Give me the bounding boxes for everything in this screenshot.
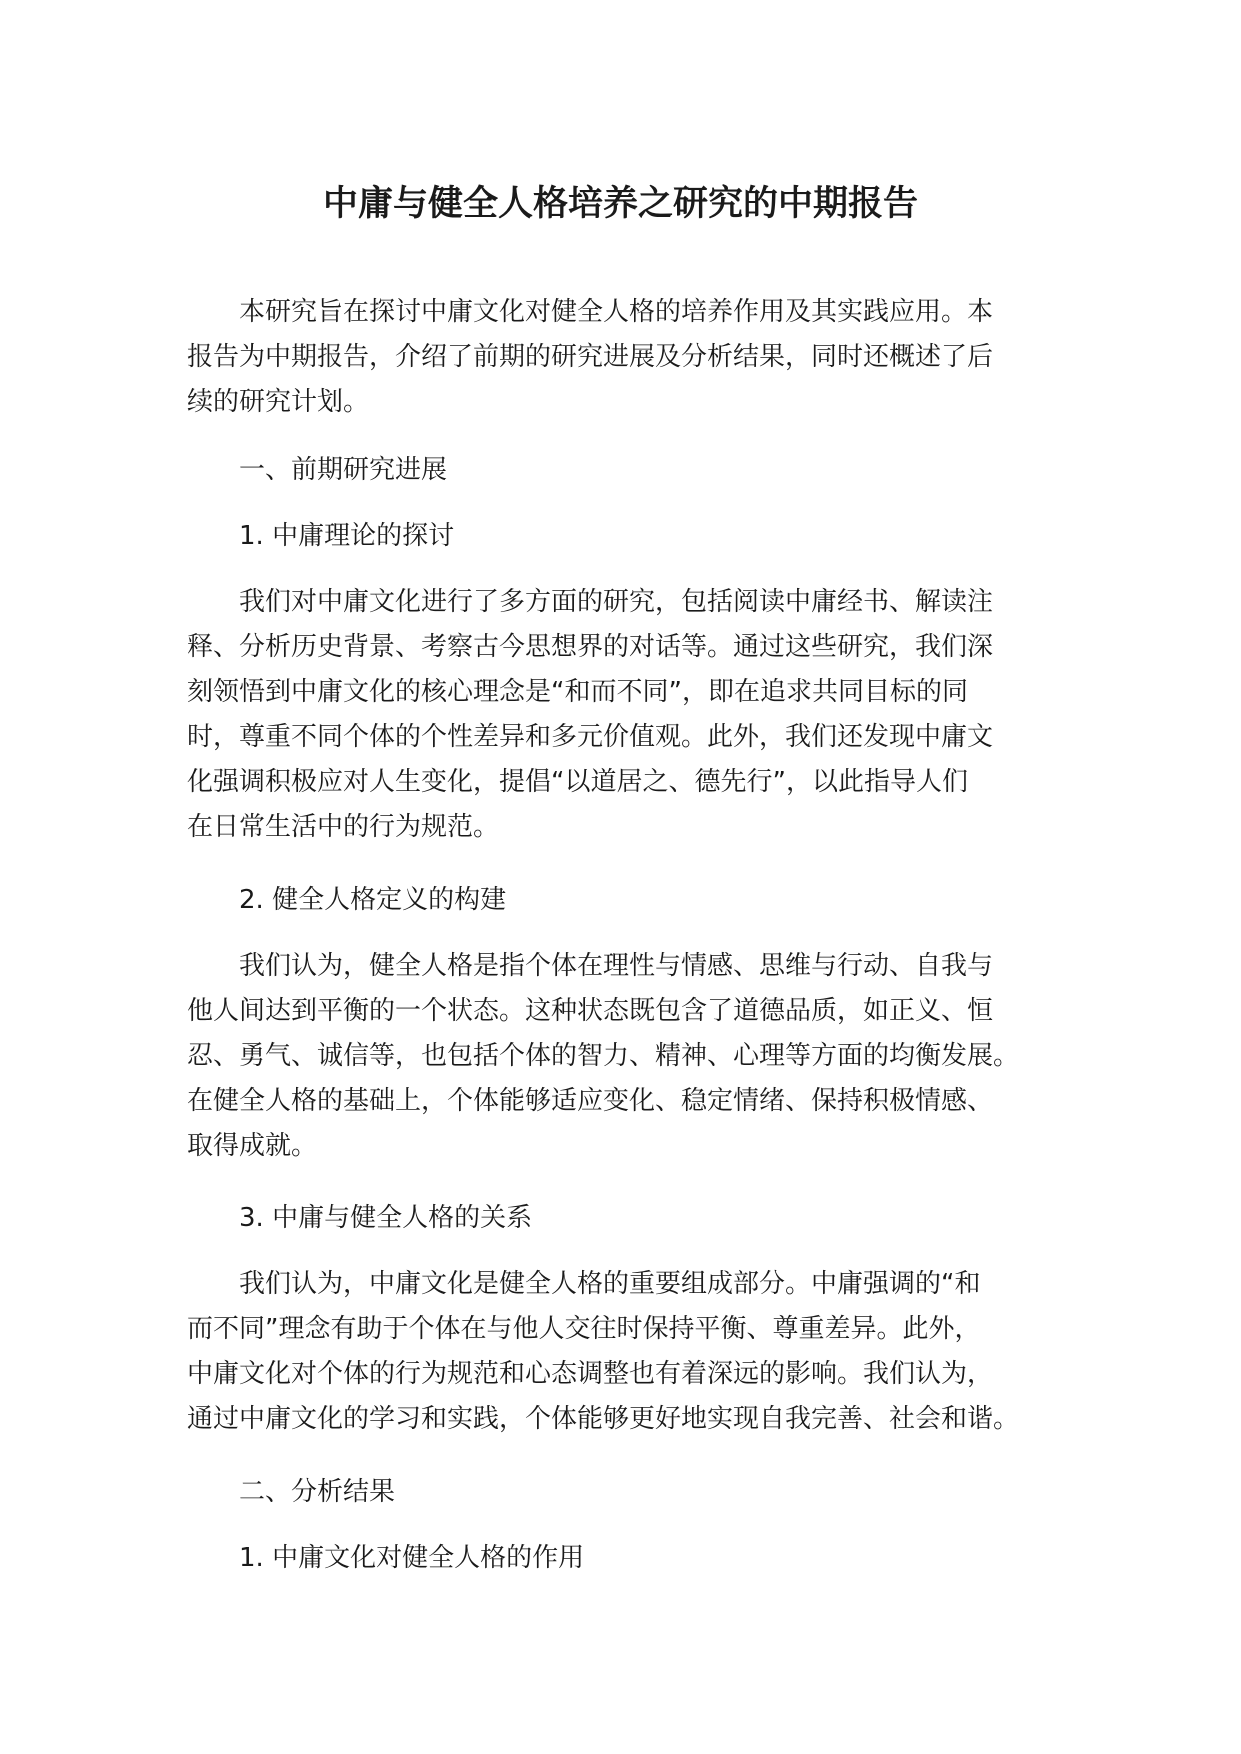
paragraph-line: 我们认为，健全人格是指个体在理性与情感、思维与行动、自我与: [239, 951, 994, 981]
paragraph-line: 刻领悟到中庸文化的核心理念是“和而不同”，即在追求共同目标的同: [187, 677, 968, 707]
paragraph-line: 化强调积极应对人生变化，提倡“以道居之、德先行”，以此指导人们: [187, 767, 968, 797]
paragraph-line: 时，尊重不同个体的个性差异和多元价值观。此外，我们还发现中庸文: [187, 722, 994, 752]
paragraph-line: 通过中庸文化的学习和实践，个体能够更好地实现自我完善、社会和谐。: [187, 1404, 1020, 1434]
paragraph-line: 忍、勇气、诚信等，也包括个体的智力、精神、心理等方面的均衡发展。: [187, 1041, 1020, 1071]
paragraph-line: 而不同”理念有助于个体在与他人交往时保持平衡、尊重差异。此外，: [187, 1314, 981, 1344]
intro-paragraph: [187, 290, 993, 425]
definition-paragraph: [187, 944, 1019, 1169]
subsection-heading-relation: 3. 中庸与健全人格的关系: [239, 1203, 533, 1233]
section-heading-progress: 一、前期研究进展: [239, 455, 448, 485]
document-title: 中庸与健全人格培养之研究的中期报告: [322, 184, 918, 224]
paragraph-line: 在日常生活中的行为规范。: [187, 812, 500, 842]
paragraph-line: 报告为中期报告，介绍了前期的研究进展及分析结果，同时还概述了后: [187, 342, 994, 372]
relation-paragraph: [187, 1262, 1019, 1442]
subsection-heading-effect: 1. 中庸文化对健全人格的作用: [239, 1543, 585, 1573]
paragraph-line: 本研究旨在探讨中庸文化对健全人格的培养作用及其实践应用。本: [239, 297, 994, 327]
paragraph-line: 中庸文化对个体的行为规范和心态调整也有着深远的影响。我们认为，: [187, 1359, 994, 1389]
paragraph-line: 取得成就。: [187, 1131, 318, 1161]
section-heading-results: 二、分析结果: [239, 1477, 396, 1507]
paragraph-line: 我们对中庸文化进行了多方面的研究，包括阅读中庸经书、解读注: [239, 587, 994, 617]
theory-paragraph: [187, 580, 993, 850]
paragraph-line: 续的研究计划。: [187, 387, 370, 417]
paragraph-line: 我们认为，中庸文化是健全人格的重要组成部分。中庸强调的“和: [239, 1269, 981, 1299]
subsection-heading-definition: 2. 健全人格定义的构建: [239, 885, 507, 915]
subsection-heading-theory: 1. 中庸理论的探讨: [239, 521, 455, 551]
paragraph-line: 在健全人格的基础上，个体能够适应变化、稳定情绪、保持积极情感、: [187, 1086, 994, 1116]
paragraph-line: 他人间达到平衡的一个状态。这种状态既包含了道德品质，如正义、恒: [187, 996, 994, 1026]
paragraph-line: 释、分析历史背景、考察古今思想界的对话等。通过这些研究，我们深: [187, 632, 994, 662]
